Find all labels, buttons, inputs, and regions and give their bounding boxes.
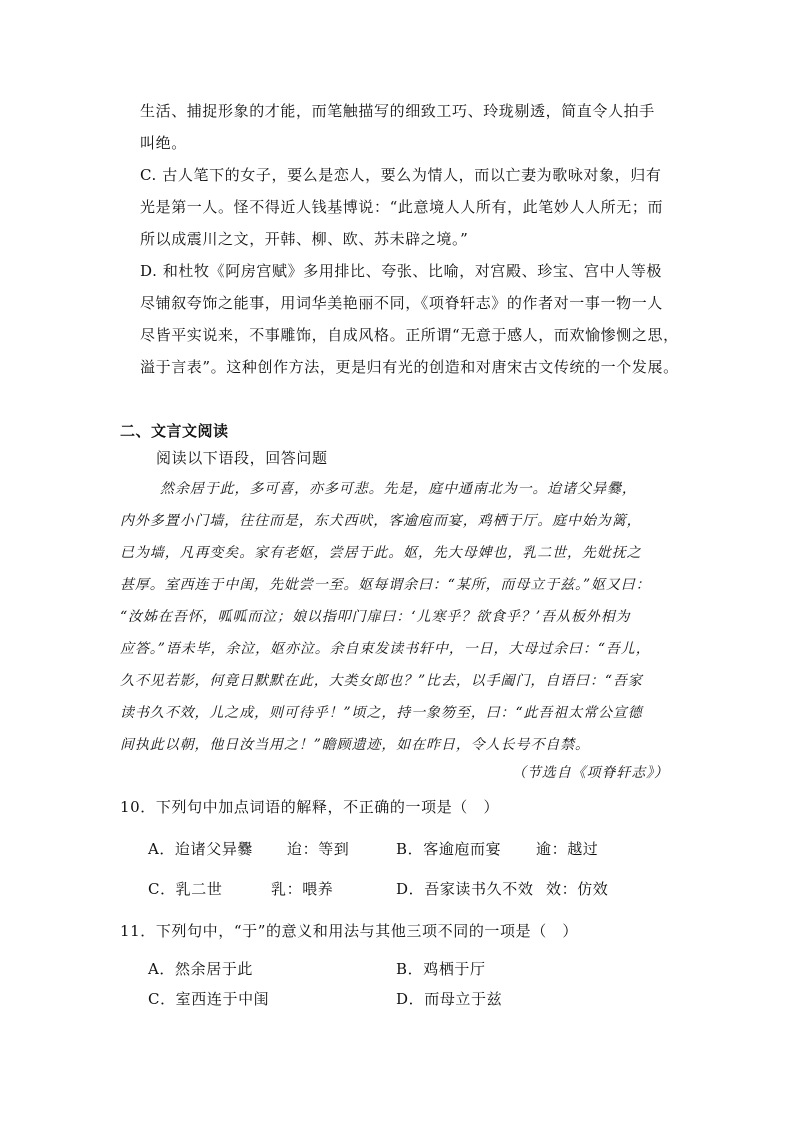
classical-text-line: 读书久不效，儿之成，则可待乎！”顷之，持一象笏至，曰：“此吾祖太常公宣德 bbox=[120, 705, 643, 721]
section-heading: 二、文言文阅读 bbox=[120, 423, 229, 440]
q11-option-a[interactable]: A．然余居于此 bbox=[148, 960, 254, 978]
classical-text-line: 间执此以朝，他日汝当用之！”瞻顾遗迹，如在昨日，令人长号不自禁。 bbox=[120, 737, 590, 753]
q11-option-b[interactable]: B．鸡栖于厅 bbox=[396, 960, 486, 978]
classical-text-line: 已为墙，凡再变矣。家有老妪，尝居于此。妪，先大母婢也，乳二世，先妣抚之 bbox=[120, 545, 642, 561]
q11-option-c[interactable]: C．室西连于中闺 bbox=[148, 990, 270, 1008]
analysis-line: 尽皆平实说来，不事雕饰，自成风格。正所谓“无意于感人，而欢愉惨恻之思， bbox=[140, 326, 679, 344]
analysis-line: 叫绝。 bbox=[140, 134, 187, 152]
analysis-line: 光是第一人。怪不得近人钱基博说：“此意境人人所有，此笔妙人人所无；而 bbox=[140, 198, 664, 216]
classical-text-line: 久不见若影，何竟日默默在此，大类女郎也？”比去，以手阖门，自语曰：“吾家 bbox=[120, 673, 643, 689]
analysis-line: C. 古人笔下的女子，要么是恋人，要么为情人，而以亡妻为歌咏对象，归有 bbox=[140, 166, 662, 184]
q10-option-d[interactable]: D．吾家读书久不效 bbox=[396, 880, 534, 898]
question-10-stem: 10．下列句中加点词语的解释，不正确的一项是（ ） bbox=[120, 798, 500, 816]
source-citation: （节选自《项脊轩志》） bbox=[512, 765, 669, 781]
analysis-line: 所以成震川之文，开韩、柳、欧、苏未辟之境。” bbox=[140, 230, 469, 248]
analysis-line: D. 和杜牧《阿房宫赋》多用排比、夸张、比喻，对宫殿、珍宝、宫中人等极 bbox=[140, 262, 663, 280]
classical-text-line: “汝姊在吾怀，呱呱而泣；娘以指叩门扉曰：‘儿寒乎？欲食乎？’吾从板外相为 bbox=[120, 609, 631, 625]
q10-option-b-gloss: 逾：越过 bbox=[536, 840, 599, 858]
q10-option-c[interactable]: C．乳二世 bbox=[148, 880, 223, 898]
q10-option-a[interactable]: A．迨诸父异爨 bbox=[148, 840, 254, 858]
analysis-line: 生活、捕捉形象的才能，而笔触描写的细致工巧、玲珑剔透，简直令人拍手 bbox=[140, 102, 655, 120]
classical-text-line: 然余居于此，多可喜，亦多可悲。先是，庭中通南北为一。迨诸父异爨， bbox=[160, 481, 637, 497]
q11-option-d[interactable]: D．而母立于兹 bbox=[396, 990, 503, 1008]
classical-text-line: 应答。”语未毕，余泣，妪亦泣。余自束发读书轩中，一日，大母过余曰：“吾儿， bbox=[120, 641, 651, 657]
q10-option-d-gloss: 效：仿效 bbox=[546, 880, 609, 898]
q10-option-b[interactable]: B．客逾庖而宴 bbox=[396, 840, 502, 858]
q10-option-a-gloss: 迨：等到 bbox=[287, 840, 350, 858]
q10-option-c-gloss: 乳：喂养 bbox=[271, 880, 334, 898]
classical-text-line: 甚厚。室西连于中闺，先妣尝一至。妪每谓余曰：“某所，而母立于兹。”妪又曰： bbox=[120, 577, 651, 593]
reading-instruction: 阅读以下语段，回答问题 bbox=[156, 449, 328, 467]
analysis-line: 尽铺叙夸饰之能事，用词华美艳丽不同，《项脊轩志》的作者对一事一物一人 bbox=[140, 294, 663, 312]
analysis-line: 溢于言表”。这种创作方法，更是归有光的创造和对唐宋古文传统的一个发展。 bbox=[140, 358, 679, 376]
question-11-stem: 11．下列句中，“于”的意义和用法与其他三项不同的一项是（ ） bbox=[120, 922, 579, 940]
classical-text-line: 内外多置小门墙，往往而是，东犬西吠，客逾庖而宴，鸡栖于厅。庭中始为篱， bbox=[120, 513, 642, 529]
